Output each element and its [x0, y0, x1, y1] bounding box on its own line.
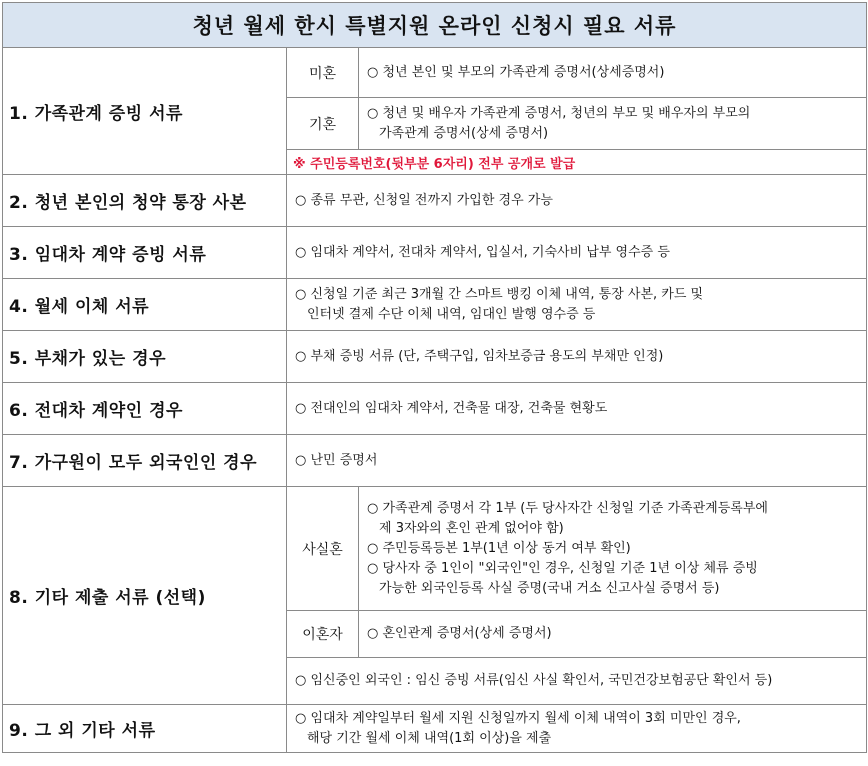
table-row	[3, 279, 867, 331]
table-row	[3, 435, 867, 487]
sub-label-common-law: 사실혼	[287, 487, 359, 611]
content-line: 제 3자와의 혼인 관계 없어야 함)	[379, 520, 564, 536]
sub-label-divorced: 이혼자	[287, 611, 359, 658]
content-line: ○ 주민등록등본 1부(1년 이상 동거 여부 확인)	[367, 540, 631, 556]
sub-label-married: 기혼	[287, 98, 359, 150]
content-line: 가능한 외국인등록 사실 증명(국내 거소 신고사실 증명서 등)	[379, 580, 720, 596]
page-title: 청년 월세 한시 특별지원 온라인 신청시 필요 서류	[3, 3, 867, 48]
content-subscription	[287, 175, 867, 227]
content-line: ○ 전대인의 임대차 계약서, 건축물 대장, 건축물 현황도	[295, 400, 608, 416]
content-line: ○ 임대차 계약서, 전대차 계약서, 입실서, 기숙사비 납부 영수증 등	[295, 244, 670, 260]
content-lease	[287, 227, 867, 279]
content-line: ○ 신청일 기준 최근 3개월 간 스마트 뱅킹 이체 내역, 통장 사본, 카드 및	[295, 286, 704, 302]
content-etc	[287, 705, 867, 753]
category-family-relation: 1. 가족관계 증빙 서류	[3, 48, 287, 175]
content-married	[359, 98, 867, 150]
content-pregnant-foreigner	[287, 658, 867, 705]
category-subscription: 2. 청년 본인의 청약 통장 사본	[3, 175, 287, 227]
content-line: ○ 종류 무관, 신청일 전까지 가입한 경우 가능	[295, 192, 553, 208]
content-line: ○ 임신중인 외국인 : 임신 증빙 서류(임신 사실 확인서, 국민건강보험공단 확인서 등)	[295, 673, 773, 688]
content-divorced	[359, 611, 867, 658]
content-line: ○ 임대차 계약일부터 월세 지원 신청일까지 월세 이체 내역이 3회 미만인 경우,	[295, 710, 741, 726]
content-line: ○ 청년 및 배우자 가족관계 증명서, 청년의 부모 및 배우자의 부모의	[367, 105, 751, 121]
content-line: 가족관계 증명서(상세 증명서)	[379, 125, 549, 141]
category-etc: 9. 그 외 기타 서류	[3, 705, 287, 753]
sub-label-single: 미혼	[287, 48, 359, 98]
content-line: 인터넷 결제 수단 이체 내역, 임대인 발행 영수증 등	[307, 306, 596, 322]
category-foreigners: 7. 가구원이 모두 외국인인 경우	[3, 435, 287, 487]
table-row	[3, 487, 867, 611]
content-single	[359, 48, 867, 98]
content-line: ○ 부채 증빙 서류 (단, 주택구입, 임차보증금 용도의 부채만 인정)	[295, 348, 664, 364]
content-debt	[287, 331, 867, 383]
content-rent-transfer	[287, 279, 867, 331]
table-row	[3, 227, 867, 279]
content-line: ○ 난민 증명서	[295, 452, 378, 468]
required-documents-table	[2, 2, 867, 753]
notice-text: ※ 주민등록번호(뒷부분 6자리) 전부 공개로 발급	[287, 150, 867, 175]
table-row	[3, 705, 867, 753]
content-line: ○ 청년 본인 및 부모의 가족관계 증명서(상세증명서)	[367, 64, 665, 80]
content-line: 해당 기간 월세 이체 내역(1회 이상)을 제출	[307, 730, 552, 746]
content-sublease	[287, 383, 867, 435]
category-lease: 3. 임대차 계약 증빙 서류	[3, 227, 287, 279]
content-line: ○ 당사자 중 1인이 "외국인"인 경우, 신청일 기준 1년 이상 체류 증빙	[367, 560, 758, 576]
content-line: ○ 혼인관계 증명서(상세 증명서)	[367, 626, 552, 641]
category-rent-transfer: 4. 월세 이체 서류	[3, 279, 287, 331]
table-title-row	[3, 3, 867, 48]
category-sublease: 6. 전대차 계약인 경우	[3, 383, 287, 435]
table-row	[3, 175, 867, 227]
content-foreigners	[287, 435, 867, 487]
category-debt: 5. 부채가 있는 경우	[3, 331, 287, 383]
table-row	[3, 48, 867, 98]
category-other-optional: 8. 기타 제출 서류 (선택)	[3, 487, 287, 705]
table-row	[3, 331, 867, 383]
table-row	[3, 383, 867, 435]
content-common-law	[359, 487, 867, 611]
content-line: ○ 가족관계 증명서 각 1부 (두 당사자간 신청일 기준 가족관계등록부에	[367, 500, 768, 516]
